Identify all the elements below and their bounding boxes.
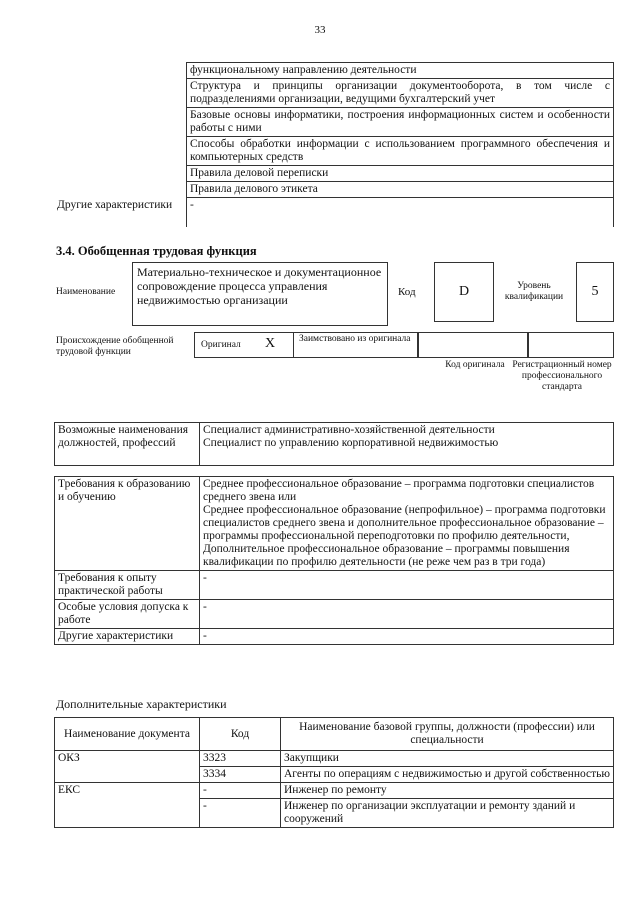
knowledge-row: Структура и принципы организации документооборота, в том числе с подразделениями организации, ведущими бухгалтерский учет bbox=[187, 79, 614, 108]
name-cell: Агенты по операциям с недвижимостью и другой собственностью bbox=[281, 767, 614, 783]
name-cell: Инженер по организации эксплуатации и ремонту зданий и сооружений bbox=[281, 799, 614, 828]
original-label: Оригинал bbox=[201, 340, 241, 350]
code-cell: - bbox=[200, 783, 281, 799]
knowledge-continuation-table bbox=[54, 62, 614, 227]
experience-label: Требования к опыту практической работы bbox=[55, 571, 200, 600]
knowledge-row: функциональному направлению деятельности bbox=[187, 63, 614, 79]
other-characteristics-label: Другие характеристики bbox=[54, 198, 187, 227]
knowledge-row: Способы обработки информации с использованием программного обеспечения и компьютерных средств bbox=[187, 137, 614, 166]
original-mark: X bbox=[265, 336, 276, 351]
code-label: Код bbox=[398, 286, 416, 298]
qualification-level-box: 5 bbox=[576, 262, 614, 322]
function-name-box: Материально-техническое и документационное сопровождение процесса управления недвижимостью организации bbox=[132, 262, 388, 326]
code-cell: 3323 bbox=[200, 751, 281, 767]
header-document: Наименование документа bbox=[55, 718, 200, 751]
code-cell: 3334 bbox=[200, 767, 281, 783]
education-line: Среднее профессиональное образование – программа подготовки специалистов среднего звена или bbox=[203, 478, 595, 503]
position-item: Специалист по управлению корпоративной недвижимостью bbox=[203, 437, 499, 449]
positions-table bbox=[54, 422, 614, 466]
qualification-level-label: Уровень квалификации bbox=[504, 281, 564, 302]
section-heading: 3.4. Обобщенная трудовая функция bbox=[56, 244, 257, 258]
education-line: Дополнительное профессиональное образование – программы повышения квалификации по профилю деятельности (не реже чем раз в три года) bbox=[203, 543, 570, 568]
additional-table bbox=[54, 717, 614, 828]
knowledge-row: Правила деловой переписки bbox=[187, 166, 614, 182]
requirements-table bbox=[54, 476, 614, 645]
positions-label: Возможные наименования должностей, профессий bbox=[55, 423, 200, 466]
header-name: Наименование базовой группы, должности (профессии) или специальности bbox=[281, 718, 614, 751]
borrowed-label: Заимствовано из оригинала bbox=[299, 334, 411, 344]
education-label: Требования к образованию и обучению bbox=[55, 477, 200, 571]
knowledge-row: Правила делового этикета bbox=[187, 182, 614, 198]
origin-label: Происхождение обобщенной трудовой функции bbox=[56, 336, 174, 357]
original-code-box bbox=[418, 332, 528, 358]
conditions-value: - bbox=[200, 600, 614, 629]
name-label: Наименование bbox=[56, 287, 116, 297]
experience-value: - bbox=[200, 571, 614, 600]
page-number: 33 bbox=[314, 24, 326, 36]
name-cell: Закупщики bbox=[281, 751, 614, 767]
doc-cell: ЕКС bbox=[55, 783, 200, 828]
code-caption: Код оригинала bbox=[445, 360, 505, 370]
origin-box bbox=[194, 332, 418, 358]
other-label: Другие характеристики bbox=[55, 629, 200, 645]
registration-caption: Регистрационный номер профессионального стандарта bbox=[512, 360, 612, 392]
header-code: Код bbox=[200, 718, 281, 751]
other-characteristics-value: - bbox=[187, 198, 614, 227]
additional-title: Дополнительные характеристики bbox=[56, 697, 227, 711]
empty-label-cell bbox=[54, 63, 187, 198]
education-line: Среднее профессиональное образование (непрофильное) – программа подготовки специалистов среднего звена и дополнительное профессиональное образование – программы профессиональной переподготовки по профилю деятельности, bbox=[203, 504, 606, 542]
position-item: Специалист административно-хозяйственной деятельности bbox=[203, 424, 495, 436]
education-values bbox=[200, 477, 614, 571]
doc-cell: ОКЗ bbox=[55, 751, 200, 783]
knowledge-row: Базовые основы информатики, построения информационных систем и особенности работы с ними bbox=[187, 108, 614, 137]
conditions-label: Особые условия допуска к работе bbox=[55, 600, 200, 629]
code-value-box: D bbox=[434, 262, 494, 322]
name-cell: Инженер по ремонту bbox=[281, 783, 614, 799]
code-cell: - bbox=[200, 799, 281, 828]
positions-values bbox=[200, 423, 614, 466]
registration-number-box bbox=[528, 332, 614, 358]
origin-divider bbox=[293, 333, 294, 357]
other-value: - bbox=[200, 629, 614, 645]
